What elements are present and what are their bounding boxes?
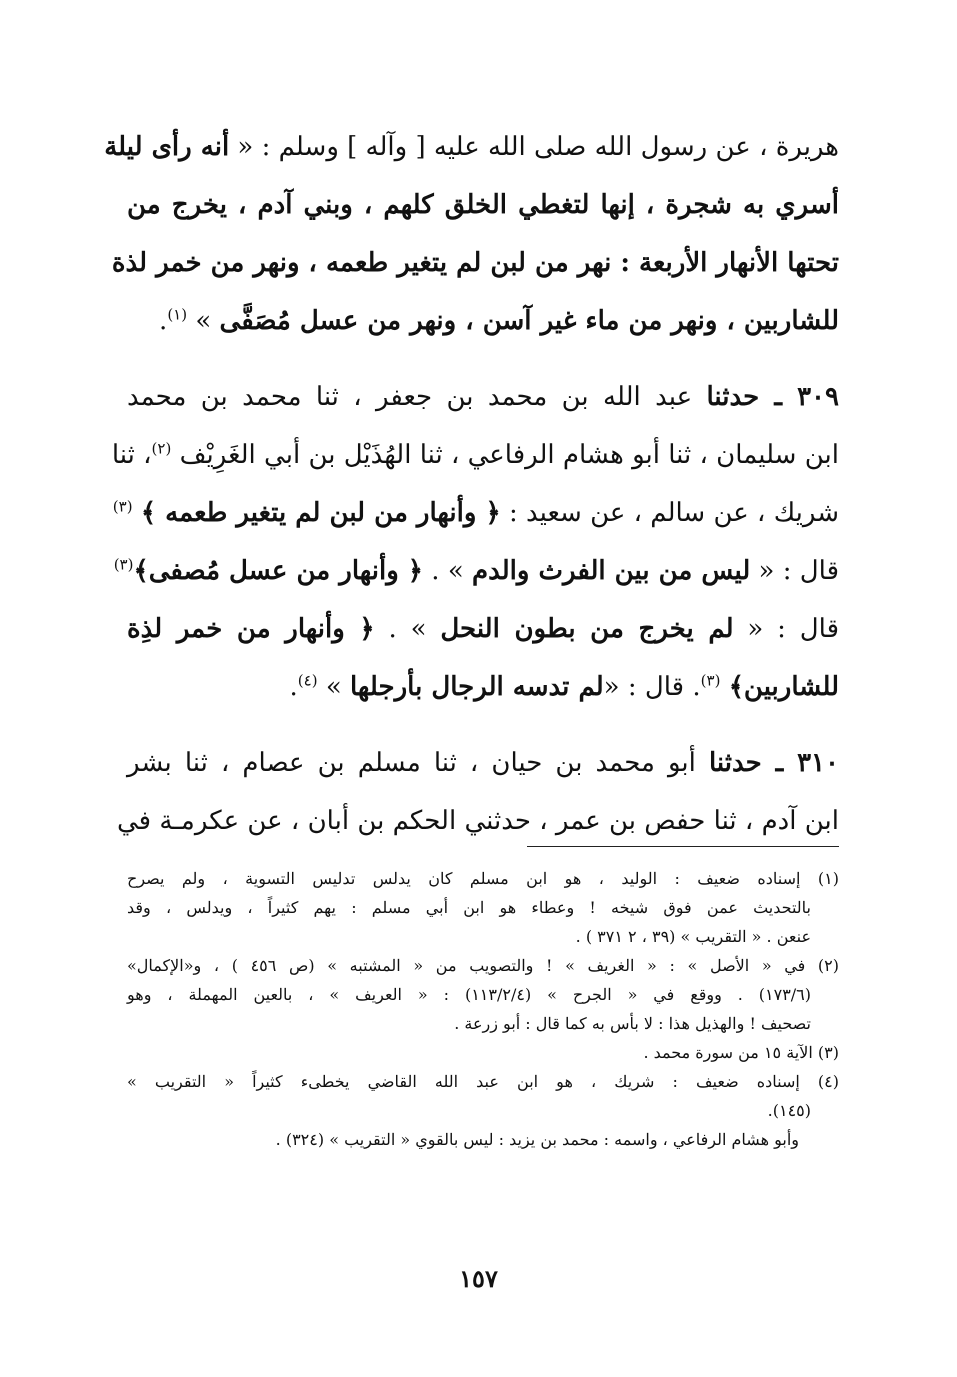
text-run: » . [374, 614, 441, 644]
hadith-text: أنه رأى ليلة [104, 132, 230, 162]
text-run: أبو محمد بن حيان ، ثنا مسلم بن عصام ، ثنا بشر [127, 748, 709, 778]
quran-verse: ﴿ وأنهار من عسل مُصفى﴾ [133, 556, 424, 586]
footnote-separator [527, 846, 839, 847]
text-run: . [159, 306, 168, 336]
footnote-line: وأبو هشام الرفاعي ، واسمه : محمد بن يزيد : ليس بالقوي « التقريب » (٣٢٤) . [275, 1130, 799, 1149]
text-line [113, 542, 839, 600]
text-run: . قال : « [603, 672, 701, 702]
text-run: قال : « [750, 556, 839, 586]
quran-verse: للشاربين﴾ [728, 672, 839, 702]
footnote-ref: (٣) [112, 497, 133, 516]
text-line [111, 426, 839, 484]
text-line [127, 600, 839, 658]
text-run [133, 498, 141, 528]
text-run: » . [423, 556, 473, 586]
hadith-text: أسري به شجرة ، إنها لتغطي الخلق كلهم ، وبني آدم ، يخرج من [127, 190, 839, 220]
text-line [112, 484, 839, 542]
main-text [104, 118, 840, 850]
text-line [117, 792, 839, 850]
text-line [127, 368, 839, 426]
footnote-ref: (١) [167, 305, 188, 324]
hadith-text: للشاربين ، ونهر من ماء غير آسن ، ونهر من عسل مُصَفَّى [219, 306, 839, 336]
footnote-ref: (٢) [151, 439, 172, 458]
text-line [104, 118, 839, 176]
footnote-line: (٣) الآية ١٥ من سورة محمد . [643, 1043, 839, 1062]
footnotes [127, 864, 839, 1154]
text-run [720, 672, 728, 702]
hadith-text: تحتها الأنهار الأربعة : نهر من لبن لم يتغير طعمه ، ونهر من خمر لذة [111, 248, 839, 278]
text-line [127, 734, 839, 792]
hadith-number: ٣١٠ ـ حدثنا [708, 748, 839, 778]
hadith-text: لم يخرج من بطون النحل [440, 614, 734, 644]
footnote-line: (١٧٣/٦) . ووقع في « الجرح » (١١٣/٢/٤) : « العريف » ، بالعين المهملة ، وهو [127, 985, 812, 1004]
text-line [127, 292, 839, 350]
text-run: » [317, 672, 350, 702]
hadith-number: ٣٠٩ ـ حدثنا [706, 382, 839, 412]
page-number: ١٥٧ [459, 1264, 498, 1293]
footnote-line: عنعن . « التقريب » (٣٩ ، ٢ ٣٧١ ) . [575, 927, 811, 946]
text-run: هريرة ، عن رسول الله صلى الله عليه [ وآله ] وسلم : « [229, 132, 839, 162]
quran-verse: ﴿ وأنهار من لبن لم يتغير طعمه ﴾ [140, 498, 501, 528]
footnote-line: (١٤٥). [767, 1101, 811, 1120]
hadith-text: ليس من بين الفرث والدم [472, 556, 751, 586]
text-run: . [289, 672, 298, 702]
footnote-line: بالتحديث عمن فوق شيخه ! وعطاء هو ابن أبي مسلم : يهم كثيراً ، ويدلس ، وقد [127, 898, 811, 917]
text-run: ابن آدم ، ثنا حفص بن عمر ، حدثني الحكم بن أبان ، عن عكرمـة في [117, 806, 839, 836]
text-run: شريك ، عن سالم ، عن سعيد : [500, 498, 839, 528]
quran-verse: ﴿ وأنهار من خمر لذِة [127, 614, 375, 644]
text-line [111, 234, 839, 292]
text-line [127, 176, 839, 234]
hadith-text: لم تدسه الرجال بأرجلها [350, 672, 604, 702]
text-run: ابن سليمان ، ثنا أبو هشام الرفاعي ، ثنا الهُذَيْل بن أبي الغَرِيْف [171, 440, 839, 470]
footnote-line: تصحيف ! والهذيل هذا : لا بأس به كما قال : أبو زرعة . [454, 1014, 811, 1033]
footnote-ref: (٣) [113, 555, 134, 574]
text-run: ، ثنا [111, 440, 152, 470]
text-run: قال : « [733, 614, 840, 644]
text-line [127, 658, 839, 716]
text-run: عبد الله بن محمد بن جعفر ، ثنا محمد بن محمد [127, 382, 707, 412]
footnote-line: (٤) إسناده ضعيف : شريك ، هو ابن عبد الله القاضي يخطىء كثيراً « التقريب » [127, 1072, 839, 1091]
text-run: » [187, 306, 220, 336]
footnote-line: (١) إسناده ضعيف : الوليد ، هو ابن مسلم كان يدلس تدليس التسوية ، ولم يصرح [127, 869, 839, 888]
footnote-ref: (٤) [297, 671, 318, 690]
footnote-ref: (٣) [700, 671, 721, 690]
footnote-line: (٢) في « الأصل » : « الغريف » ! والتصويب من « المشتبه » (ص ٤٥٦ ) ، و«الإكمال» [127, 956, 840, 975]
